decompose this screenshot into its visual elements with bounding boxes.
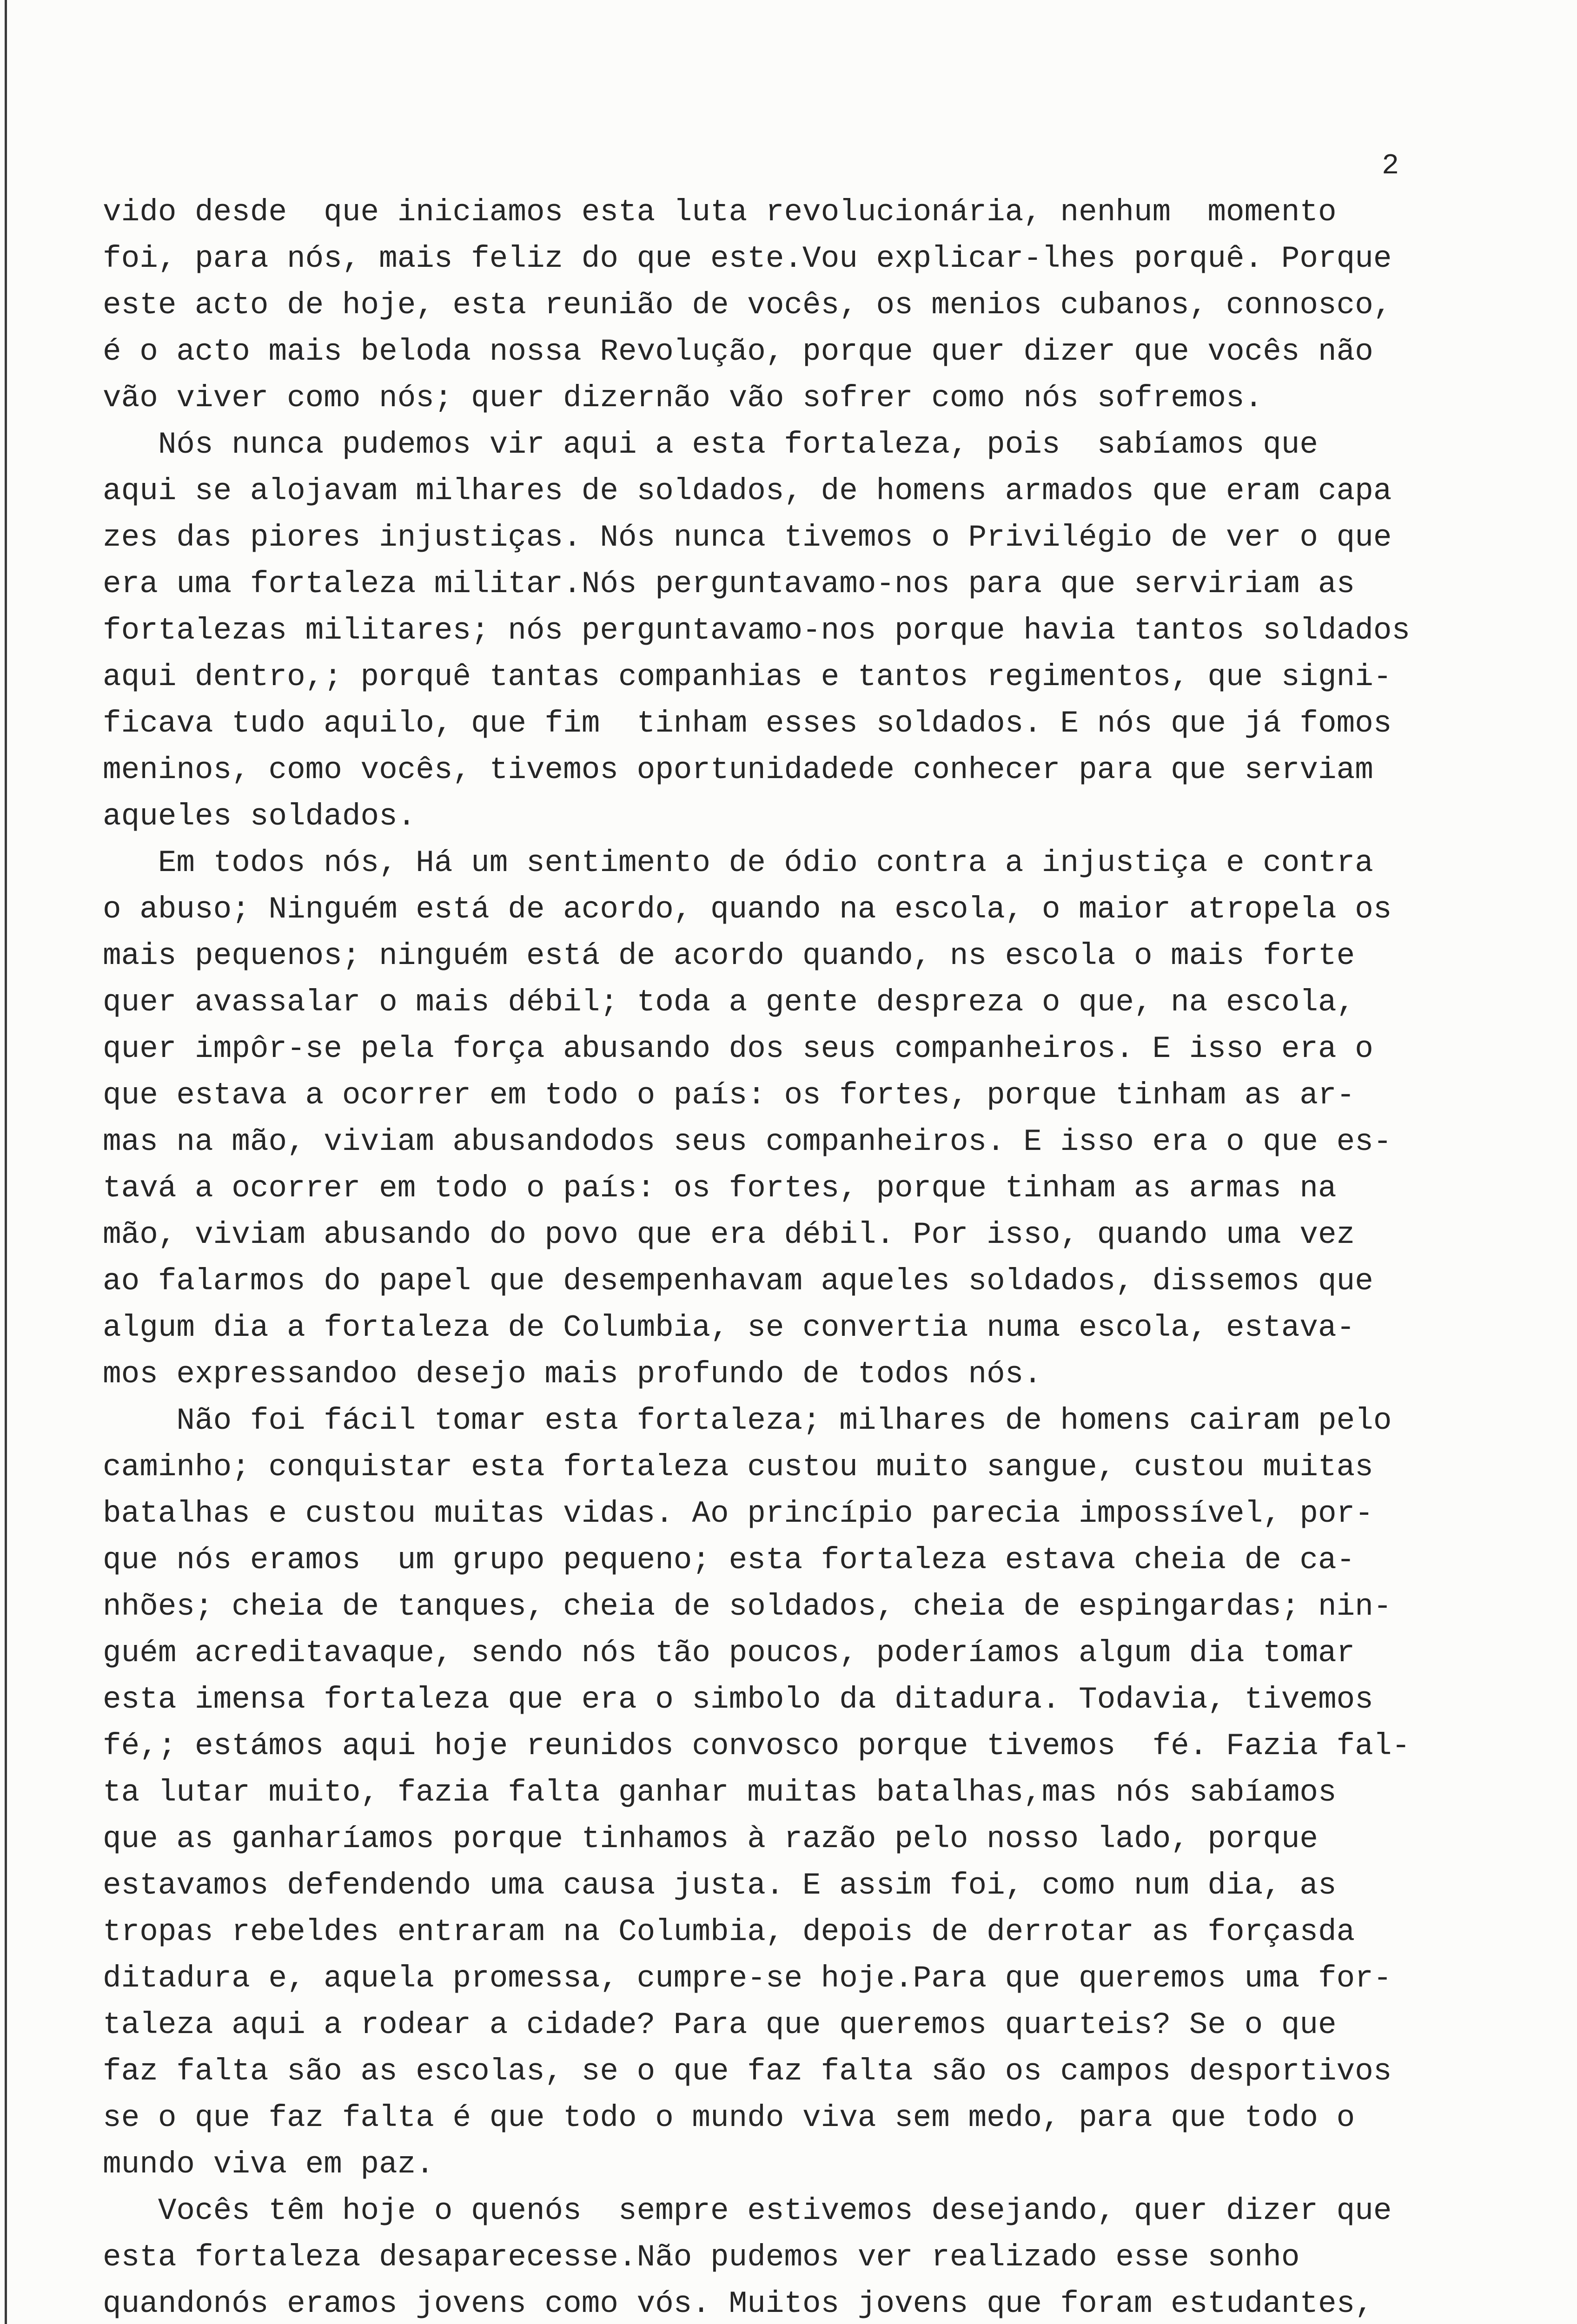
text-line: mão, viviam abusando do povo que era débil. Por isso, quando uma vez <box>103 1217 1355 1252</box>
text-line: esta imensa fortaleza que era o simbolo da ditadura. Todavia, tivemos <box>103 1682 1373 1717</box>
text-line: guém acreditavaque, sendo nós tão poucos, poderíamos algum dia tomar <box>103 1636 1355 1670</box>
text-line: aqueles soldados. <box>103 799 416 834</box>
text-line: taleza aqui a rodear a cidade? Para que queremos quarteis? Se o que <box>103 2007 1337 2042</box>
text-line: aqui se alojavam milhares de soldados, de homens armados que eram capa <box>103 474 1392 508</box>
text-line: algum dia a fortaleza de Columbia, se convertia numa escola, estava- <box>103 1310 1355 1345</box>
text-line: estavamos defendendo uma causa justa. E assim foi, como num dia, as <box>103 1868 1337 1903</box>
text-line: o abuso; Ninguém está de acordo, quando na escola, o maior atropela os <box>103 892 1392 927</box>
paragraph <box>103 189 1553 422</box>
text-line: Em todos nós, Há um sentimento de ódio contra a injustiça e contra <box>158 845 1373 880</box>
text-line: zes das piores injustiças. Nós nunca tivemos o Privilégio de ver o que <box>103 520 1392 555</box>
text-line: fé,; estámos aqui hoje reunidos convosco porque tivemos fé. Fazia fal- <box>103 1729 1411 1763</box>
text-line: ficava tudo aquilo, que fim tinham esses soldados. E nós que já fomos <box>103 706 1392 741</box>
text-line: aqui dentro,; porquê tantas companhias e tantos regimentos, que signi- <box>103 660 1392 694</box>
text-line: mos expressandoo desejo mais profundo de todos nós. <box>103 1357 1042 1392</box>
text-line: foi, para nós, mais feliz do que este.Vou explicar-lhes porquê. Porque <box>103 241 1392 276</box>
text-line: vão viver como nós; quer dizernão vão sofrer como nós sofremos. <box>103 381 1263 416</box>
text-line: batalhas e custou muitas vidas. Ao princípio parecia impossível, por- <box>103 1496 1373 1531</box>
text-line: meninos, como vocês, tivemos oportunidadede conhecer para que serviam <box>103 753 1373 787</box>
page-number: 2 <box>1382 149 1399 182</box>
text-line: nhões; cheia de tanques, cheia de soldados, cheia de espingardas; nin- <box>103 1589 1392 1624</box>
document-body <box>103 189 1553 2324</box>
text-line: caminho; conquistar esta fortaleza custou muito sangue, custou muitas <box>103 1450 1373 1485</box>
text-line: mais pequenos; ninguém está de acordo quando, ns escola o mais forte <box>103 938 1355 973</box>
text-line: esta fortaleza desaparecesse.Não pudemos ver realizado esse sonho <box>103 2240 1300 2275</box>
text-line: faz falta são as escolas, se o que faz falta são os campos desportivos <box>103 2054 1392 2089</box>
text-line: quandonós eramos jovens como vós. Muitos jovens que foram estudantes, <box>103 2286 1373 2321</box>
text-line: ditadura e, aquela promessa, cumpre-se hoje.Para que queremos uma for- <box>103 1961 1392 1996</box>
text-line: quer avassalar o mais débil; toda a gente despreza o que, na escola, <box>103 985 1355 1020</box>
paragraph <box>103 840 1553 1398</box>
text-line: fortalezas militares; nós perguntavamo-nos porque havia tantos soldados <box>103 613 1411 648</box>
text-line: vido desde que iniciamos esta luta revolucionária, nenhum momento <box>103 195 1337 230</box>
paragraph <box>103 2188 1553 2324</box>
text-line: ta lutar muito, fazia falta ganhar muitas batalhas,mas nós sabíamos <box>103 1775 1337 1810</box>
text-line: Vocês têm hoje o quenós sempre estivemos desejando, quer dizer que <box>158 2193 1392 2228</box>
text-line: que as ganharíamos porque tinhamos à razão pelo nosso lado, porque <box>103 1822 1319 1856</box>
text-line: se o que faz falta é que todo o mundo viva sem medo, para que todo o <box>103 2100 1355 2135</box>
text-line: mundo viva em paz. <box>103 2147 434 2182</box>
text-line: que nós eramos um grupo pequeno; esta fortaleza estava cheia de ca- <box>103 1543 1355 1578</box>
text-line: este acto de hoje, esta reunião de vocês, os menios cubanos, connosco, <box>103 288 1392 323</box>
text-line: Nós nunca pudemos vir aqui a esta fortaleza, pois sabíamos que <box>158 427 1319 462</box>
scan-edge-line <box>5 0 7 2324</box>
paragraph <box>103 1398 1553 2188</box>
text-line: Não foi fácil tomar esta fortaleza; milhares de homens cairam pelo <box>176 1403 1392 1438</box>
text-line: tavá a ocorrer em todo o país: os fortes, porque tinham as armas na <box>103 1171 1337 1206</box>
paragraph <box>103 422 1553 840</box>
text-line: mas na mão, viviam abusandodos seus companheiros. E isso era o que es- <box>103 1124 1392 1159</box>
text-line: que estava a ocorrer em todo o país: os fortes, porque tinham as ar- <box>103 1078 1355 1113</box>
text-line: ao falarmos do papel que desempenhavam aqueles soldados, dissemos que <box>103 1264 1373 1299</box>
text-line: quer impôr-se pela força abusando dos seus companheiros. E isso era o <box>103 1031 1373 1066</box>
text-line: era uma fortaleza militar.Nós perguntavamo-nos para que serviriam as <box>103 567 1355 601</box>
text-line: é o acto mais beloda nossa Revolução, porque quer dizer que vocês não <box>103 334 1373 369</box>
text-line: tropas rebeldes entraram na Columbia, depois de derrotar as forçasda <box>103 1915 1355 1949</box>
